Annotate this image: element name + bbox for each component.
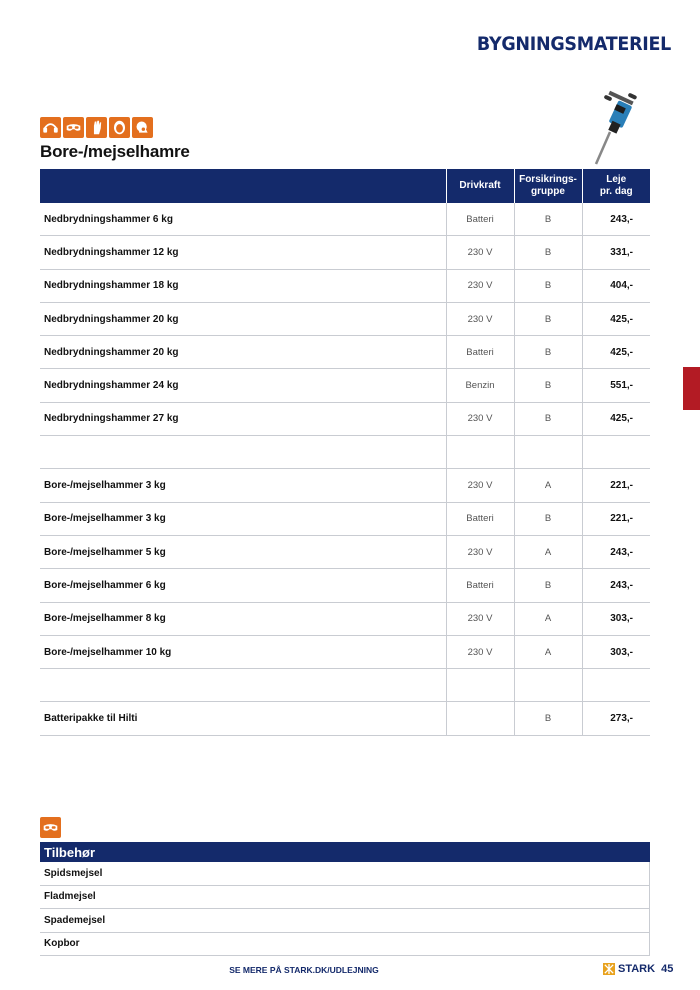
price-cell: 425,- — [582, 302, 650, 335]
insurance-group-cell: B — [514, 336, 582, 369]
product-name-cell: Nedbrydningshammer 27 kg — [40, 402, 446, 435]
insurance-group-cell: A — [514, 602, 582, 635]
price-cell: 404,- — [582, 269, 650, 302]
header-line: Forsikrings- — [519, 174, 577, 185]
accessory-name: Fladmejsel — [40, 885, 650, 909]
rental-price-table — [40, 169, 650, 736]
insurance-group-cell: A — [514, 635, 582, 668]
product-name-cell: Bore-/mejselhammer 3 kg — [40, 502, 446, 535]
insurance-group-cell: B — [514, 569, 582, 602]
product-name-cell: Nedbrydningshammer 24 kg — [40, 369, 446, 402]
table-row — [40, 302, 650, 335]
price-cell — [582, 436, 650, 469]
section-tab-marker[interactable] — [683, 367, 700, 410]
price-cell — [582, 669, 650, 702]
price-cell: 221,- — [582, 502, 650, 535]
table-row — [40, 203, 650, 236]
list-item — [40, 909, 650, 933]
insurance-group-cell: A — [514, 535, 582, 568]
price-cell: 221,- — [582, 469, 650, 502]
accessories-title: Tilbehør — [40, 842, 650, 862]
insurance-group-cell: B — [514, 369, 582, 402]
table-row — [40, 635, 650, 668]
table-row — [40, 236, 650, 269]
category-title: BYGNINGSMATERIEL — [476, 33, 671, 55]
drive-cell — [446, 436, 514, 469]
product-name-cell: Nedbrydningshammer 12 kg — [40, 236, 446, 269]
price-cell: 303,- — [582, 602, 650, 635]
product-name-cell: Nedbrydningshammer 20 kg — [40, 302, 446, 335]
safety-goggles-icon — [40, 817, 61, 838]
drive-cell: Batteri — [446, 569, 514, 602]
insurance-group-cell: B — [514, 302, 582, 335]
product-name-cell: Bore-/mejselhammer 8 kg — [40, 602, 446, 635]
drive-cell: Batteri — [446, 336, 514, 369]
drive-column-header: Drivkraft — [446, 169, 514, 203]
product-name-cell: Bore-/mejselhammer 5 kg — [40, 535, 446, 568]
product-name-cell: Nedbrydningshammer 6 kg — [40, 203, 446, 236]
brand-name: STARK — [618, 963, 656, 975]
accessory-name: Kopbor — [40, 932, 650, 956]
table-row — [40, 702, 650, 735]
drive-cell: 230 V — [446, 402, 514, 435]
table-row — [40, 369, 650, 402]
accessories-table — [40, 842, 650, 956]
insurance-group-column-header — [514, 169, 582, 203]
table-row — [40, 569, 650, 602]
drive-cell: 230 V — [446, 236, 514, 269]
insurance-group-cell: B — [514, 502, 582, 535]
insurance-group-cell: B — [514, 269, 582, 302]
breaker-hammer-illustration — [588, 88, 650, 168]
insurance-group-cell: A — [514, 469, 582, 502]
table-header-row — [40, 169, 650, 203]
price-cell: 243,- — [582, 203, 650, 236]
product-name-cell: Bore-/mejselhammer 6 kg — [40, 569, 446, 602]
table-row — [40, 535, 650, 568]
dust-mask-icon — [132, 117, 153, 138]
insurance-group-cell: B — [514, 236, 582, 269]
table-row — [40, 269, 650, 302]
list-item — [40, 862, 650, 885]
face-shield-icon — [109, 117, 130, 138]
insurance-group-cell — [514, 436, 582, 469]
drive-cell: Benzin — [446, 369, 514, 402]
accessory-name: Spademejsel — [40, 909, 650, 933]
section-title: Bore-/mejselhamre — [40, 142, 190, 161]
gloves-icon — [86, 117, 107, 138]
table-row — [40, 336, 650, 369]
drive-cell: 230 V — [446, 302, 514, 335]
table-row — [40, 602, 650, 635]
brand-footer — [603, 963, 673, 975]
price-cell: 551,- — [582, 369, 650, 402]
price-cell: 425,- — [582, 402, 650, 435]
drive-cell — [446, 702, 514, 735]
drive-cell: 230 V — [446, 602, 514, 635]
price-cell: 303,- — [582, 635, 650, 668]
drive-cell — [446, 669, 514, 702]
drive-cell: Batteri — [446, 203, 514, 236]
product-name-cell: Batteripakke til Hilti — [40, 702, 446, 735]
product-name-cell: Nedbrydningshammer 18 kg — [40, 269, 446, 302]
header-line: Leje — [606, 174, 627, 185]
product-name-cell — [40, 436, 446, 469]
stark-logo-icon — [603, 963, 615, 975]
insurance-group-cell: B — [514, 402, 582, 435]
footer-link[interactable]: SE MERE PÅ STARK.DK/UDLEJNING — [229, 965, 379, 975]
table-row — [40, 402, 650, 435]
insurance-group-cell: B — [514, 203, 582, 236]
product-name-cell — [40, 669, 446, 702]
drive-cell: 230 V — [446, 469, 514, 502]
safety-goggles-icon — [63, 117, 84, 138]
insurance-group-cell — [514, 669, 582, 702]
list-item — [40, 885, 650, 909]
price-cell: 425,- — [582, 336, 650, 369]
price-cell: 273,- — [582, 702, 650, 735]
accessories-safety-icon — [40, 817, 61, 838]
header-line: pr. dag — [599, 186, 633, 197]
drive-cell: Batteri — [446, 502, 514, 535]
price-cell: 243,- — [582, 569, 650, 602]
drive-cell: 230 V — [446, 269, 514, 302]
price-cell: 243,- — [582, 535, 650, 568]
drive-cell: 230 V — [446, 535, 514, 568]
price-cell: 331,- — [582, 236, 650, 269]
table-row — [40, 469, 650, 502]
list-item — [40, 932, 650, 956]
table-row — [40, 436, 650, 469]
accessory-name: Spidsmejsel — [40, 862, 650, 885]
insurance-group-cell: B — [514, 702, 582, 735]
page-number: 45 — [661, 963, 674, 975]
table-row — [40, 502, 650, 535]
product-column-header — [40, 169, 446, 203]
header-line: gruppe — [531, 186, 565, 197]
product-name-cell: Nedbrydningshammer 20 kg — [40, 336, 446, 369]
table-row — [40, 669, 650, 702]
product-name-cell: Bore-/mejselhammer 3 kg — [40, 469, 446, 502]
ear-protection-icon — [40, 117, 61, 138]
product-name-cell: Bore-/mejselhammer 10 kg — [40, 635, 446, 668]
price-column-header — [582, 169, 650, 203]
drive-cell: 230 V — [446, 635, 514, 668]
safety-icons-row — [40, 117, 153, 138]
